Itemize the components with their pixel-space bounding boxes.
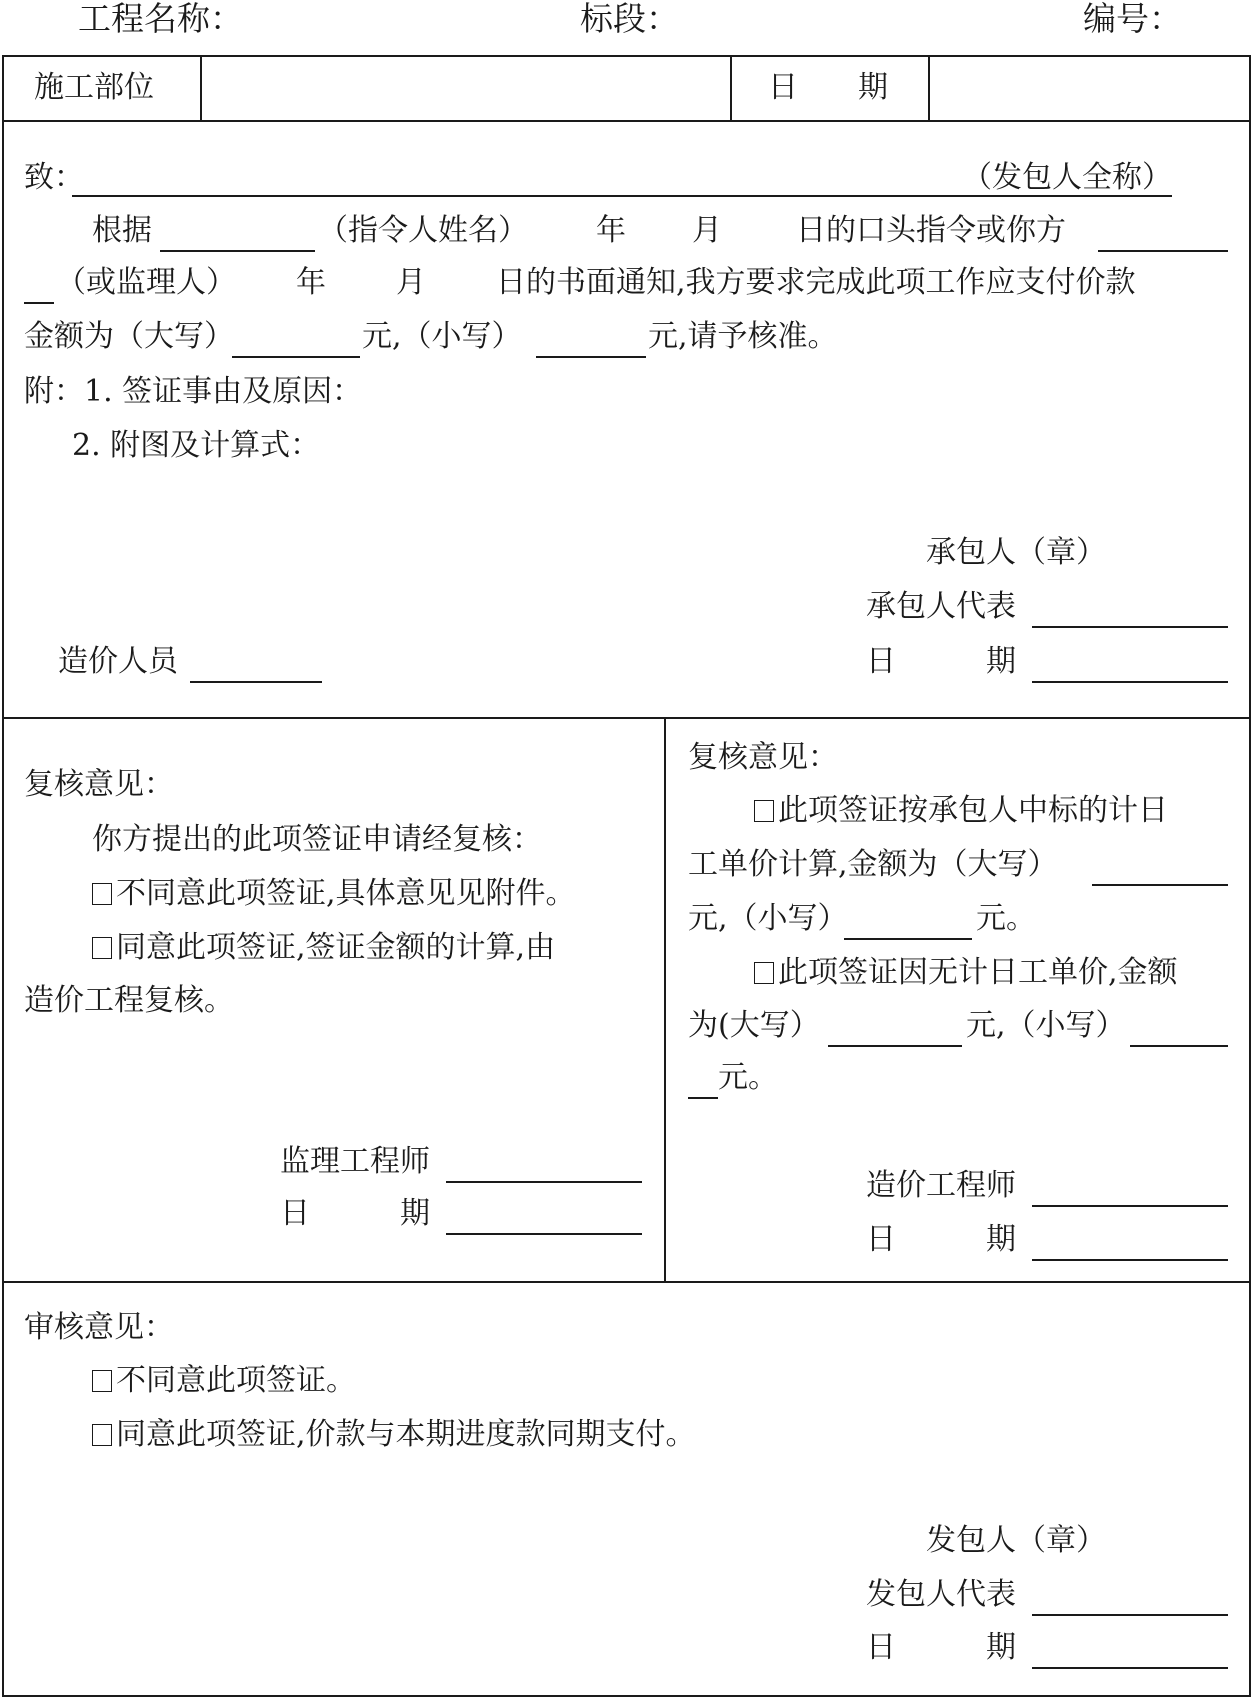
amount-lower-blank[interactable] bbox=[844, 938, 972, 940]
option-label: 不同意此项签证,具体意见见附件。 bbox=[116, 876, 576, 911]
cost-staff-label: 造价人员 bbox=[58, 644, 178, 679]
section-label: 标段： bbox=[580, 0, 679, 38]
supervisor-engineer-blank[interactable] bbox=[446, 1181, 642, 1183]
request-text: 日的书面通知,我方要求完成此项工作应支付价款 bbox=[496, 265, 1136, 300]
construction-location-label: 施工部位 bbox=[34, 70, 154, 105]
request-blank[interactable] bbox=[24, 302, 54, 304]
review-text: 造价工程复核。 bbox=[24, 983, 234, 1018]
cost-engineer-date-label: 日 期 bbox=[866, 1222, 1016, 1257]
employer-fullname-hint: （发包人全称） bbox=[962, 160, 1172, 195]
amount-lower-blank[interactable] bbox=[1130, 1045, 1228, 1047]
review-text: 工单价计算,金额为（大写） bbox=[688, 847, 1058, 882]
supervisor-date-label: 日 期 bbox=[280, 1196, 430, 1231]
request-text: 根据 bbox=[92, 213, 152, 248]
request-text: （或监理人） bbox=[56, 265, 236, 300]
employer-name-blank[interactable] bbox=[72, 195, 1172, 197]
request-text: 月 bbox=[396, 265, 426, 300]
audit-title: 审核意见： bbox=[24, 1310, 174, 1345]
cost-staff-blank[interactable] bbox=[190, 681, 322, 683]
option-label: 同意此项签证,价款与本期进度款同期支付。 bbox=[116, 1417, 696, 1452]
amount-upper-blank[interactable] bbox=[1092, 884, 1228, 886]
option-label: 此项签证按承包人中标的计日 bbox=[778, 793, 1168, 828]
employer-rep-blank[interactable] bbox=[1032, 1614, 1228, 1616]
employer-seal-label: 发包人（章） bbox=[926, 1523, 1106, 1558]
contractor-date-blank[interactable] bbox=[1032, 681, 1228, 683]
employer-date-label: 日 期 bbox=[866, 1630, 1016, 1665]
option-label: 此项签证因无计日工单价,金额 bbox=[778, 955, 1178, 990]
cost-engineer-label: 造价工程师 bbox=[866, 1168, 1016, 1203]
employer-date-blank[interactable] bbox=[1032, 1667, 1228, 1669]
option-audit-agree[interactable] bbox=[92, 1417, 696, 1452]
checkbox[interactable] bbox=[92, 1424, 112, 1446]
review-text: 元,（小写） bbox=[688, 901, 848, 936]
review-text: 元,（小写） bbox=[966, 1008, 1126, 1043]
checkbox[interactable] bbox=[92, 1370, 112, 1392]
date-field[interactable] bbox=[930, 57, 1248, 119]
checkbox[interactable] bbox=[754, 800, 774, 822]
instructor-name-blank[interactable] bbox=[160, 250, 315, 252]
review-title: 复核意见： bbox=[688, 740, 838, 775]
request-text: （指令人姓名） bbox=[318, 213, 528, 248]
construction-location-field[interactable] bbox=[200, 57, 730, 119]
request-text: 元,（小写） bbox=[362, 319, 522, 354]
project-name-label: 工程名称： bbox=[78, 0, 243, 38]
cost-engineer-blank[interactable] bbox=[1032, 1205, 1228, 1207]
review-text: 你方提出的此项签证申请经复核： bbox=[92, 822, 542, 857]
number-label: 编号： bbox=[1083, 0, 1182, 38]
checkbox[interactable] bbox=[92, 937, 112, 959]
contractor-rep-label: 承包人代表 bbox=[866, 589, 1016, 624]
to-label: 致： bbox=[24, 160, 84, 195]
review-text: 元。 bbox=[976, 901, 1036, 936]
attachment-2: 2. 附图及计算式： bbox=[72, 428, 321, 463]
cost-engineer-date-blank[interactable] bbox=[1032, 1259, 1228, 1261]
contractor-date-label: 日 期 bbox=[866, 644, 1016, 679]
employer-rep-label: 发包人代表 bbox=[866, 1577, 1016, 1612]
review-title: 复核意见： bbox=[24, 767, 174, 802]
request-text: 月 bbox=[692, 213, 722, 248]
review-text: 为(大写） bbox=[688, 1008, 820, 1043]
option-label: 同意此项签证,签证金额的计算,由 bbox=[116, 930, 556, 965]
option-label: 不同意此项签证。 bbox=[116, 1363, 356, 1398]
checkbox[interactable] bbox=[754, 962, 774, 984]
request-text: 日的口头指令或你方 bbox=[796, 213, 1066, 248]
option-audit-disagree[interactable] bbox=[92, 1363, 356, 1398]
review-text: 元。 bbox=[718, 1060, 778, 1095]
option-no-daywork-price[interactable] bbox=[754, 955, 1178, 990]
request-text: 年 bbox=[296, 265, 326, 300]
request-text: 元,请予核准。 bbox=[648, 319, 838, 354]
amount-lower-blank[interactable] bbox=[536, 356, 646, 358]
supervisor-date-blank[interactable] bbox=[446, 1233, 642, 1235]
contractor-rep-blank[interactable] bbox=[1032, 626, 1228, 628]
option-daywork-price[interactable] bbox=[754, 793, 1168, 828]
option-agree[interactable] bbox=[92, 930, 556, 965]
option-disagree[interactable] bbox=[92, 876, 576, 911]
contractor-seal-label: 承包人（章） bbox=[926, 535, 1106, 570]
request-blank[interactable] bbox=[1098, 250, 1228, 252]
amount-upper-blank[interactable] bbox=[828, 1045, 962, 1047]
amount-lower-blank-cont[interactable] bbox=[688, 1097, 718, 1099]
date-label: 日 期 bbox=[768, 70, 888, 105]
request-text: 金额为（大写） bbox=[24, 319, 234, 354]
attachment-1: 附：1. 签证事由及原因： bbox=[24, 374, 363, 409]
checkbox[interactable] bbox=[92, 883, 112, 905]
supervisor-engineer-label: 监理工程师 bbox=[280, 1144, 430, 1179]
amount-upper-blank[interactable] bbox=[232, 356, 360, 358]
request-text: 年 bbox=[596, 213, 626, 248]
